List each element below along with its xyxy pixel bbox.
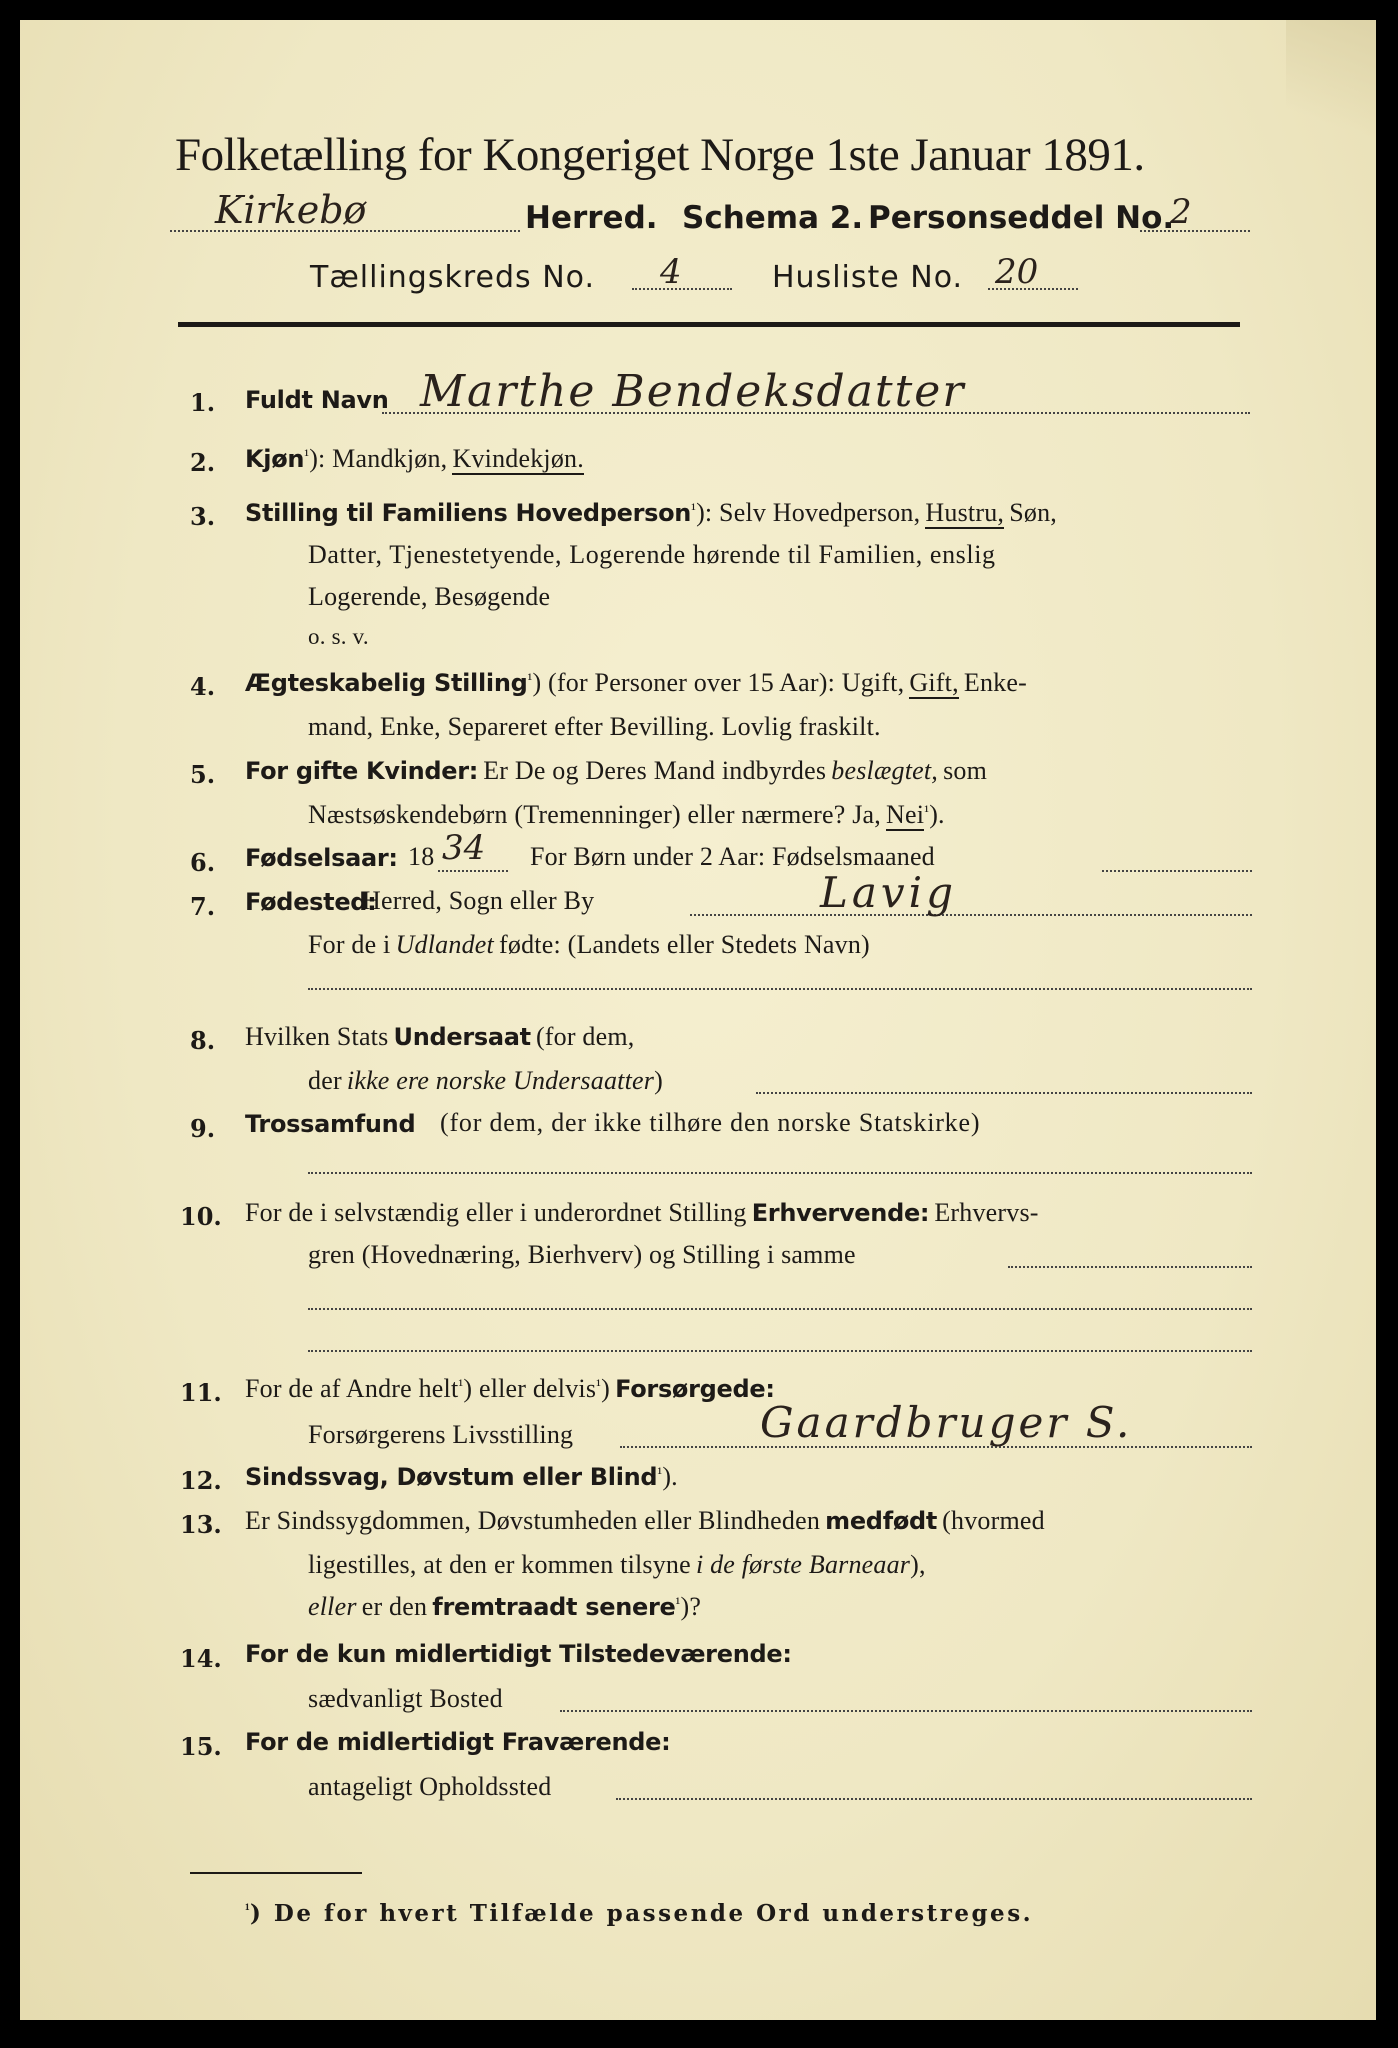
q13-line3: er den <box>361 1592 428 1621</box>
q11-sup1: ¹ <box>458 1377 464 1395</box>
herred-value: Kirkebø <box>215 188 367 232</box>
q3-selected-option: Hustru, <box>925 498 1005 527</box>
q11-sup2: ¹ <box>596 1377 602 1395</box>
q10-number: 10. <box>180 1202 222 1231</box>
schema-label: Schema 2. <box>682 200 864 236</box>
q8-line1: Hvilken Stats <box>245 1022 389 1051</box>
q1-label: Fuldt Navn <box>245 386 389 414</box>
q6-number: 6. <box>190 848 216 877</box>
q15-label: For de midlertidigt Fraværende: <box>245 1728 671 1756</box>
q2-sup: ¹ <box>304 447 310 465</box>
herred-label: Herred. <box>525 200 658 236</box>
q4-line1: ) (for Personer over 15 Aar): Ugift, <box>532 668 905 697</box>
q11-line1-paren: ) <box>601 1374 610 1403</box>
q8-line1-end: (for dem, <box>535 1022 635 1051</box>
footnote-sup: ¹ <box>245 1901 250 1919</box>
q13-number: 13. <box>180 1510 222 1539</box>
q12-sup: ¹ <box>657 1465 663 1483</box>
q5-sup: ¹ <box>924 803 930 821</box>
q6-rest: For Børn under 2 Aar: Fødselsmaaned <box>530 842 935 871</box>
footnote-text: ) De for hvert Tilfælde passende Ord understreges. <box>250 1900 1034 1927</box>
q3-line2: Datter, Tjenestetyende, Logerende hørende til Familien, enslig <box>308 540 996 569</box>
personseddel-value: 2 <box>1170 192 1192 232</box>
footnote-rule <box>190 1872 362 1874</box>
q5-line2: Næstsøskendebørn (Tremenninger) eller nærmere? Ja, <box>308 800 881 829</box>
q3-line4: o. s. v. <box>308 624 369 649</box>
q11-provider-value: Gaardbruger S. <box>760 1398 1133 1447</box>
q11-label: Forsørgede: <box>615 1375 775 1403</box>
personseddel-label: Personseddel No. <box>868 200 1175 236</box>
q6-year-value: 34 <box>442 828 486 868</box>
q8-label: Undersaat <box>393 1023 531 1051</box>
q15-number: 15. <box>180 1732 222 1761</box>
q3-number: 3. <box>190 502 216 531</box>
q4-number: 4. <box>190 672 216 701</box>
q3-line1-end: Søn, <box>1009 498 1057 527</box>
q5-selected-option: Nei <box>886 800 925 829</box>
q5-line2-end: ). <box>929 800 945 829</box>
q13-line2-end: ), <box>910 1550 926 1579</box>
q1-name-value: Marthe Bendeksdatter <box>420 366 966 417</box>
q13-line1: Er Sindssygdommen, Døvstumheden eller Blindheden <box>245 1506 821 1535</box>
q8-line2: der <box>308 1066 342 1095</box>
q10-line1-end: Erhvervs- <box>934 1198 1039 1227</box>
q6-year-prefix: 18 <box>408 842 435 871</box>
q7-label: Fødested: <box>245 888 377 916</box>
kreds-label: Tællingskreds No. <box>310 260 595 295</box>
q11-line1-mid: ) eller delvis <box>463 1374 597 1403</box>
q5-label: For gifte Kvinder: <box>245 757 479 785</box>
q2-label: Kjøn <box>245 445 305 473</box>
q9-label: Trossamfund <box>245 1110 416 1138</box>
q5-line1: Er De og Deres Mand indbyrdes <box>483 756 827 785</box>
header-rule <box>178 322 1240 327</box>
husliste-label: Husliste No. <box>772 260 964 295</box>
q11-line2: Forsørgerens Livsstilling <box>308 1420 574 1449</box>
q10-line2: gren (Hovednæring, Bierhverv) og Stilling i samme <box>308 1240 856 1269</box>
q7-line2: For de i <box>308 930 391 959</box>
q9-rest: (for dem, der ikke tilhøre den norske Statskirke) <box>440 1108 981 1137</box>
q13-line3-end: )? <box>680 1592 702 1621</box>
q2-options: ): Mandkjøn, <box>309 444 448 473</box>
q13-line1-end: (hvormed <box>942 1506 1045 1535</box>
q14-line2: sædvanligt Bosted <box>308 1684 503 1713</box>
q8-line2-end: ) <box>654 1066 663 1095</box>
q11-number: 11. <box>180 1378 222 1407</box>
q6-label: Fødselsaar: <box>245 844 398 872</box>
q13-line2-italic: i de første Barneaar <box>695 1550 911 1579</box>
q5-number: 5. <box>190 760 216 789</box>
q13-label: medfødt <box>825 1507 938 1535</box>
q7-line2-italic: Udlandet <box>395 930 494 959</box>
q8-number: 8. <box>190 1026 216 1055</box>
q3-sup: ¹ <box>691 501 697 519</box>
q13-line2: ligestilles, at den er kommen tilsyne <box>308 1550 691 1579</box>
q7-birthplace-value: Lavig <box>820 868 957 917</box>
husliste-value: 20 <box>995 252 1039 292</box>
q9-number: 9. <box>190 1114 216 1143</box>
q3-label: Stilling til Familiens Hovedperson <box>245 499 692 527</box>
q1-number: 1. <box>190 388 216 417</box>
q12-number: 12. <box>180 1466 222 1495</box>
q10-label: Erhvervende: <box>751 1199 930 1227</box>
q7-number: 7. <box>190 892 216 921</box>
paper-fold <box>1286 20 1376 160</box>
q15-line2: antageligt Opholdssted <box>308 1772 552 1801</box>
q12-end: ). <box>662 1462 678 1491</box>
q4-sup: ¹ <box>527 671 533 689</box>
q2-selected-option: Kvindekjøn. <box>452 444 584 473</box>
q5-line1-italic: beslægtet, <box>831 756 939 785</box>
q4-selected-option: Gift, <box>909 668 959 697</box>
q8-line2-italic: ikke ere norske Undersaatter <box>346 1066 655 1095</box>
q3-line1: ): Selv Hovedperson, <box>696 498 921 527</box>
q7-rest: Herred, Sogn eller By <box>362 886 595 915</box>
form-title: Folketælling for Kongeriget Norge 1ste Januar 1891. <box>175 129 1145 181</box>
q4-line1-end: Enke- <box>963 668 1027 697</box>
q14-number: 14. <box>180 1644 222 1673</box>
q13-sup: ¹ <box>675 1595 681 1613</box>
q13-line3-bold: fremtraadt senere <box>432 1593 676 1621</box>
q12-label: Sindssvag, Døvstum eller Blind <box>245 1463 658 1491</box>
q3-line3: Logerende, Besøgende <box>308 582 551 611</box>
kreds-value: 4 <box>660 252 682 292</box>
q10-line1: For de i selvstændig eller i underordnet Stilling <box>245 1198 747 1227</box>
q5-line1-end: som <box>943 756 988 785</box>
census-form-page <box>20 20 1376 2020</box>
q14-label: For de kun midlertidigt Tilstedeværende: <box>245 1640 792 1668</box>
q2-number: 2. <box>190 448 216 477</box>
q11-line1: For de af Andre helt <box>245 1374 459 1403</box>
q13-line3-italic: eller <box>308 1592 357 1621</box>
q7-line2-end: fødte: (Landets eller Stedets Navn) <box>499 930 870 959</box>
q4-line2: mand, Enke, Separeret efter Bevilling. Lovlig fraskilt. <box>308 712 881 741</box>
q4-label: Ægteskabelig Stilling <box>245 669 528 697</box>
